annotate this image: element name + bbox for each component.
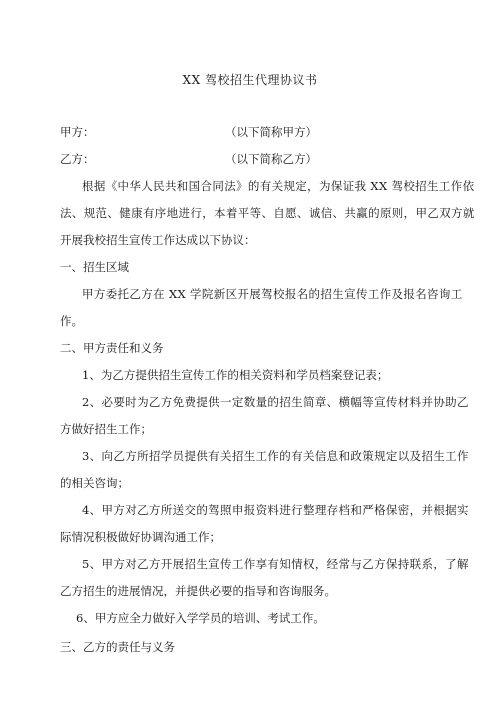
party-a-label: 甲方： — [60, 125, 95, 139]
list-item-continued: 的相关咨询； — [60, 476, 129, 490]
preamble-line: 开展我校招生宣传工作达成以下协议： — [60, 233, 256, 247]
party-b-note: （以下简称乙方） — [225, 152, 317, 166]
section-heading: 二、甲方责任和义务 — [60, 341, 164, 355]
section-heading: 三、乙方的责任与义务 — [60, 640, 175, 654]
list-item: 4、甲方对乙方所送交的驾照申报资料进行整理存档和严格保密，并根据实 — [82, 503, 469, 517]
party-a-note: （以下简称甲方） — [225, 125, 317, 139]
list-item: 2、必要时为乙方免费提供一定数量的招生简章、横幅等宣传材料并协助乙 — [82, 395, 469, 409]
party-b-label: 乙方： — [60, 152, 95, 166]
list-item-continued: 际情况积极做好协调沟通工作； — [60, 530, 221, 544]
list-item: 3、向乙方所招学员提供有关招生工作的有关信息和政策规定以及招生工作 — [82, 449, 469, 463]
preamble-line: 根据《中华人民共和国合同法》的有关规定，为保证我 XX 驾校招生工作依 — [82, 179, 475, 193]
paragraph-line: 甲方委托乙方在 XX 学院新区开展驾校报名的招生宣传工作及报名咨询工 — [82, 287, 463, 301]
list-item: 1、为乙方提供招生宣传工作的相关资料和学员档案登记表； — [82, 368, 389, 382]
paragraph-line: 作。 — [60, 314, 83, 328]
list-item-continued: 方做好招生工作； — [60, 422, 152, 436]
list-item: 6、甲方应全力做好入学学员的培训、考试工作。 — [76, 611, 325, 625]
list-item-continued: 乙方招生的进展情况，并提供必要的指导和咨询服务。 — [60, 584, 336, 598]
list-item: 5、甲方对乙方开展招生宣传工作享有知情权，经常与乙方保持联系，了解 — [82, 557, 469, 571]
document-title: XX 驾校招生代理协议书 — [182, 73, 318, 87]
section-heading: 一、招生区域 — [60, 260, 129, 274]
preamble-line: 法、规范、健康有序地进行，本着平等、自愿、诚信、共赢的原则，甲乙双方就 — [60, 206, 475, 220]
